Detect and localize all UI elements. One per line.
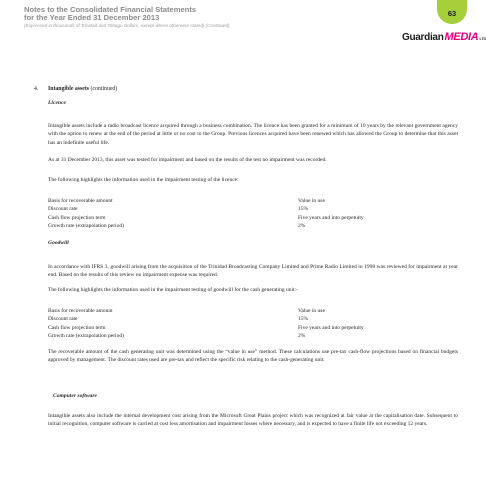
row-label: Discount rate — [48, 316, 78, 323]
row-label: Basis for recoverable amount — [48, 308, 113, 314]
goodwill-paragraph-2: The following highlights the information used in the impairment testing of goodwill for the cash generating unit:- — [48, 287, 298, 293]
licence-heading: Licence — [48, 100, 67, 106]
table-row — [48, 307, 408, 315]
software-paragraph-1: Intangible assets also include the internal development cost arising from the Microsoft Great Plains project which was recognized at fair value at the capitalisation date. Subsequent to initial recognition, computer software is carried at cost less amortisation and impairment losses where necessary, and is expected to have a finite life not exceeding 12 years. — [48, 413, 458, 428]
row-value: Value in use — [298, 198, 325, 204]
row-value: 15% — [298, 316, 309, 323]
row-label: Growth rate (extrapolation period) — [48, 223, 124, 230]
goodwill-heading: Goodwill — [48, 240, 69, 246]
row-value: 2% — [298, 333, 306, 340]
table-row — [48, 197, 408, 205]
logo-text-guardian: Guardian — [402, 32, 444, 43]
licence-impairment-table — [48, 197, 408, 231]
page-number-badge — [437, 0, 467, 24]
licence-paragraph-3: The following highlights the information used in the impairment testing of the licence: — [48, 177, 239, 183]
table-row — [48, 324, 408, 332]
row-value: Five years and into perpetuity — [298, 214, 364, 221]
header-subtitle: (Expressed in thousands of Trinidad and Tobago Dollars, except where otherwise stated) (Continued) — [24, 22, 230, 28]
licence-paragraph-2: As at 31 December 2013, this asset was tested for impairment and based on the results of the test no impairment was recorded. — [48, 157, 327, 163]
table-row — [48, 332, 408, 340]
goodwill-impairment-table — [48, 307, 408, 341]
section-number: 4. — [34, 86, 39, 92]
row-label: Growth rate (extrapolation period) — [48, 333, 124, 340]
row-label: Discount rate — [48, 206, 78, 213]
row-label: Cash flow projection term — [48, 324, 106, 331]
software-heading: Computer software — [53, 393, 97, 399]
goodwill-paragraph-1: In accordance with IFRS 3, goodwill arising from the acquisition of the Trinidad Broadcasting Company Limited and Prime Radio Limited in 1998 was reviewed for impairment at year end. Based on the results of this review no impairment expense was required. — [48, 264, 458, 279]
header-title-line2: for the Year Ended 31 December 2013 — [24, 13, 160, 23]
table-row — [48, 214, 408, 222]
table-row — [48, 315, 408, 323]
table-row — [48, 205, 408, 213]
row-value: Value in use — [298, 308, 325, 314]
section-title-suffix: (continued) — [89, 86, 118, 92]
row-value: 15% — [298, 206, 309, 213]
header-title-line1: Notes to the Consolidated Financial Statements — [24, 5, 197, 14]
table-row — [48, 222, 408, 230]
page-number: 63 — [447, 8, 457, 18]
section-title: Intangible assets — [48, 86, 90, 92]
section-heading — [34, 85, 117, 93]
licence-paragraph-1: Intangible assets include a radio broadcast licence acquired through a business combination. The licence has been granted for a minimum of 10 years by the relevant government agency with the option to renew at the end of the period at little or no cost to the Group. Previous licences acquired have been renewed which has allowed the Group to determine that this asset has an indefinite useful life. — [48, 123, 458, 146]
logo-text-media: MEDIA — [444, 31, 479, 43]
row-label: Basis for recoverable amount — [48, 198, 113, 204]
row-value: Five years and into perpetuity — [298, 324, 364, 331]
logo-text-ltd: LTD — [479, 37, 486, 41]
guardian-media-logo — [402, 31, 486, 47]
row-label: Cash flow projection term — [48, 214, 106, 221]
page-header — [24, 6, 324, 29]
goodwill-paragraph-3: The recoverable amount of the cash generating unit was determined using the “value in use” method. These calculations use pre-tax cash-flow projections based on financial budgets approved by management. The discount rates used are pre-tax and reflect the specific risk relating to the cash-generating unit. — [48, 349, 458, 364]
row-value: 2% — [298, 223, 306, 230]
